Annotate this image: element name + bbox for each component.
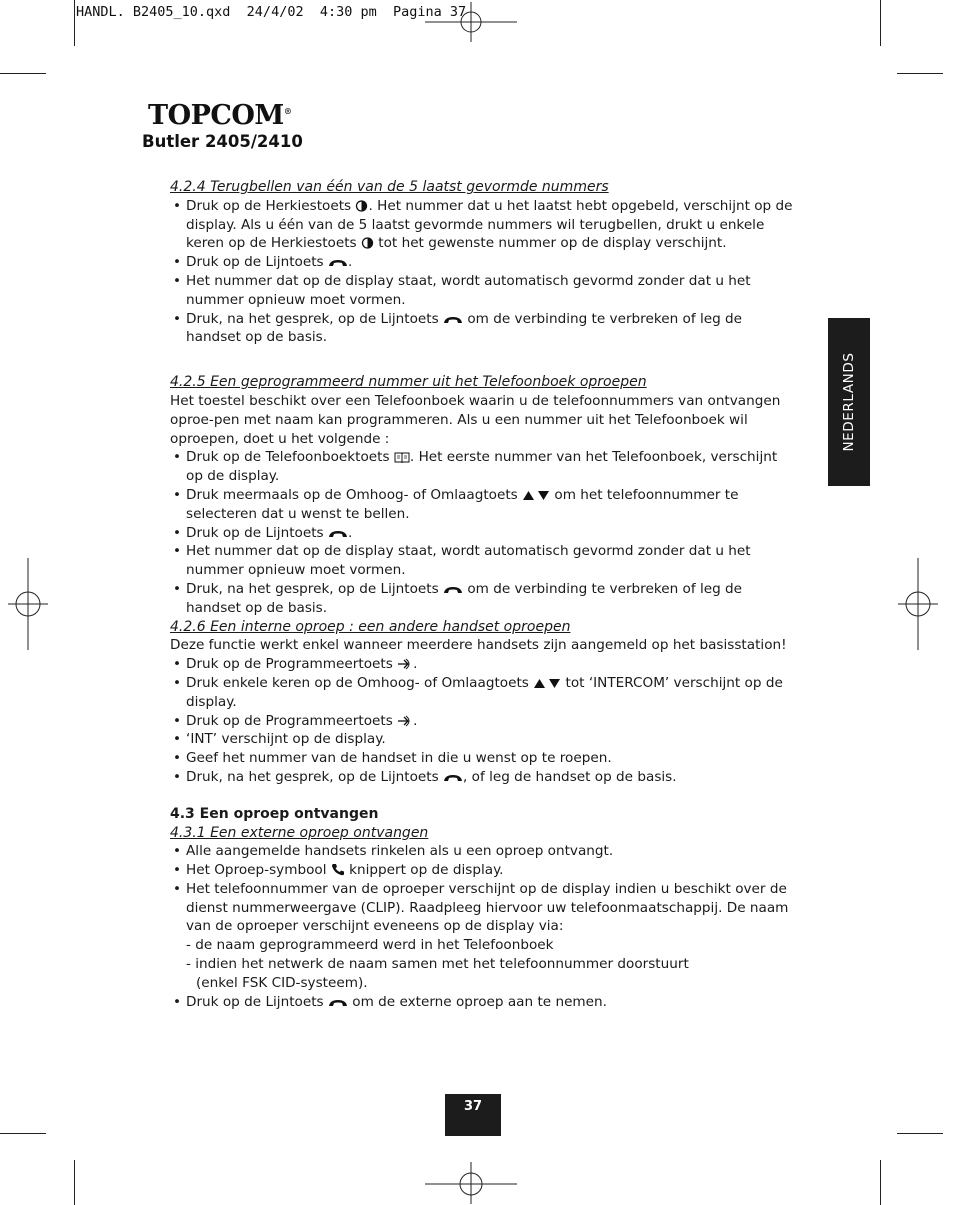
list-item: • Het nummer dat op de display staat, wordt automatisch gevormd zonder dat u het nummer opnieuw moet vormen. xyxy=(170,542,796,580)
list-item: • Druk op de Programmeertoets . xyxy=(170,655,796,674)
line-key-icon xyxy=(328,998,348,1008)
model-title: Butler 2405/2410 xyxy=(142,132,303,151)
phonebook-icon xyxy=(394,451,410,463)
registration-mark-top xyxy=(425,2,517,42)
list-item: • Het nummer dat op de display staat, wordt automatisch gevormd zonder dat u het nummer opnieuw moet vormen. xyxy=(170,272,796,310)
crop-mark xyxy=(897,1133,943,1134)
line-key-icon xyxy=(443,585,463,595)
bullet-list xyxy=(170,842,796,936)
list-item: • Geef het nummer van de handset in die u wenst op te roepen. xyxy=(170,749,796,768)
crop-mark xyxy=(897,73,943,74)
bullet-list xyxy=(170,197,796,347)
list-item: • Alle aangemelde handsets rinkelen als u een oproep ontvangt. xyxy=(170,842,796,861)
section-heading-4-3-1: 4.3.1 Een externe oproep ontvangen xyxy=(170,824,429,841)
list-item: • ‘INT’ verschijnt op de display. xyxy=(170,730,796,749)
up-down-icon xyxy=(522,490,550,501)
line-key-icon xyxy=(443,773,463,783)
language-tab: NEDERLANDS xyxy=(828,318,870,486)
program-key-icon xyxy=(397,658,413,670)
list-item: • Druk enkele keren op de Omhoog- of Omlaagtoets tot ‘INTERCOM’ verschijnt op de display. xyxy=(170,674,796,712)
section-heading-4-2-6: 4.2.6 Een interne oproep : een andere handset oproepen xyxy=(170,618,571,635)
crop-mark xyxy=(0,1133,46,1134)
crop-mark xyxy=(880,0,881,46)
list-item: • Het telefoonnummer van de oproeper verschijnt op de display indien u beschikt over de dienst nummerweergave (CLIP). Raadpleeg hiervoor uw telefoonmaatschappij. De naam van de oproeper verschijnt eveneens op de display via: xyxy=(170,880,796,936)
section-heading-4-3: 4.3 Een oproep ontvangen xyxy=(170,805,379,822)
bullet-list xyxy=(170,655,796,787)
program-key-icon xyxy=(397,715,413,727)
dash-item: - indien het netwerk de naam samen met het telefoonnummer doorstuurt xyxy=(186,956,689,973)
list-item: • Druk, na het gesprek, op de Lijntoets om de verbinding te verbreken of leg de handset op de basis. xyxy=(170,580,796,618)
list-item: • Druk op de Herkiestoets . Het nummer dat u het laatst hebt opgebeld, verschijnt op de display. Als u één van de 5 laatst gevormde nummers wil terugbellen, drukt u enkele keren op de Herkiestoets tot het gewenste nummer op de display verschijnt. xyxy=(170,197,796,253)
section-intro: Deze functie werkt enkel wanneer meerdere handsets zijn aangemeld op het basisstation! xyxy=(170,637,787,654)
crop-mark xyxy=(880,1160,881,1205)
list-item: • Druk op de Telefoonboektoets . Het eerste nummer van het Telefoonboek, verschijnt op de display. xyxy=(170,448,796,486)
section-intro: Het toestel beschikt over een Telefoonboek waarin u de telefoonnummers van ontvangen oproe-pen met naam kan programmeren. Als u een nummer uit het Telefoonboek wil oproepen, doet u het volgende : xyxy=(170,392,781,447)
list-item: • Druk op de Lijntoets . xyxy=(170,524,796,543)
call-symbol-icon xyxy=(331,863,345,876)
list-item: • Druk op de Lijntoets om de externe oproep aan te nemen. xyxy=(170,993,796,1012)
crop-mark xyxy=(74,1160,75,1205)
redial-icon xyxy=(361,237,374,249)
list-item: • Druk op de Lijntoets . xyxy=(170,253,796,272)
bullet-list xyxy=(170,993,796,1012)
page-number: 37 xyxy=(445,1094,501,1136)
crop-mark xyxy=(74,0,75,46)
print-slug: HANDL. B2405_10.qxd 24/4/02 4:30 pm Pagina 37 xyxy=(76,4,467,20)
up-down-icon xyxy=(533,678,561,689)
line-key-icon xyxy=(328,258,348,268)
redial-icon xyxy=(355,200,368,212)
line-key-icon xyxy=(443,315,463,325)
topcom-logo: TOPCOM® xyxy=(148,100,292,131)
list-item: • Druk op de Programmeertoets . xyxy=(170,712,796,731)
registration-mark-bottom xyxy=(425,1162,517,1204)
dash-item: - de naam geprogrammeerd werd in het Telefoonboek xyxy=(186,937,554,954)
registration-mark-left xyxy=(8,558,48,650)
crop-mark xyxy=(0,73,46,74)
registration-mark-right xyxy=(898,558,938,650)
bullet-list xyxy=(170,448,796,617)
dash-item-continuation: (enkel FSK CID-systeem). xyxy=(196,974,368,991)
line-key-icon xyxy=(328,529,348,539)
list-item: • Druk, na het gesprek, op de Lijntoets , of leg de handset op de basis. xyxy=(170,768,796,787)
section-heading-4-2-4: 4.2.4 Terugbellen van één van de 5 laatst gevormde nummers xyxy=(170,179,609,195)
manual-content xyxy=(170,178,796,1011)
list-item: • Druk, na het gesprek, op de Lijntoets om de verbinding te verbreken of leg de handset op de basis. xyxy=(170,310,796,348)
section-heading-4-2-5: 4.2.5 Een geprogrammeerd nummer uit het Telefoonboek oproepen xyxy=(170,374,647,391)
list-item: • Druk meermaals op de Omhoog- of Omlaagtoets om het telefoonnummer te selecteren dat u wenst te bellen. xyxy=(170,486,796,524)
list-item: • Het Oproep-symbool knippert op de display. xyxy=(170,861,796,880)
